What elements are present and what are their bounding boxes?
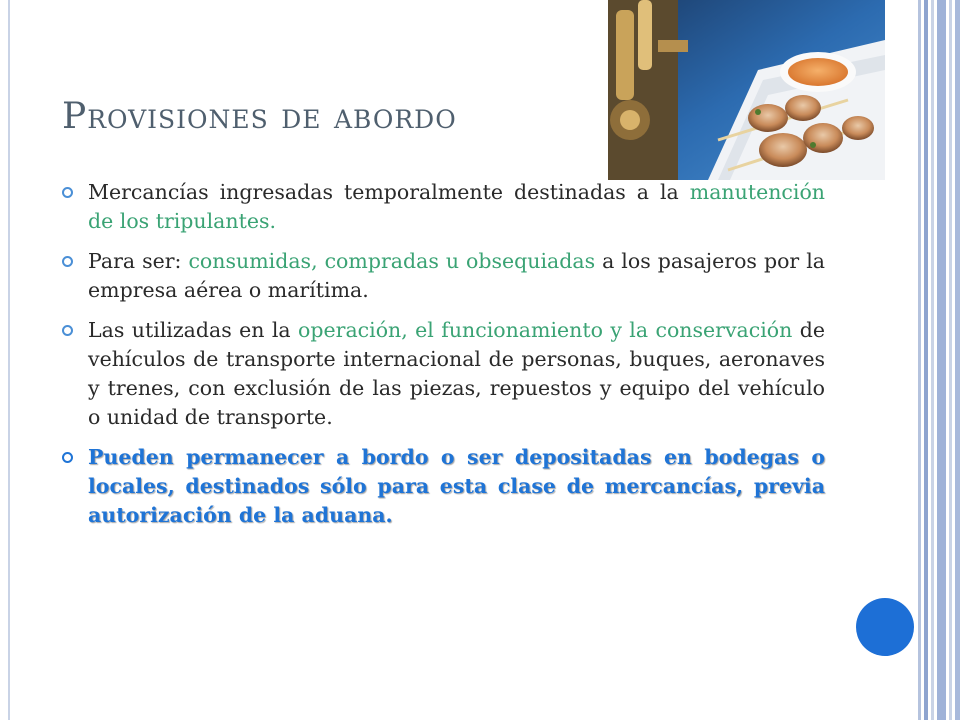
bullet-list — [62, 178, 825, 541]
bullet-ring-icon — [62, 452, 73, 463]
bullet-text-highlight: manutención de los tripulantes. — [88, 180, 825, 233]
bullet-text: Mercancías ingresadas temporalmente destinadas a la — [88, 180, 690, 204]
bullet-text: a los pasajeros por la empresa aérea o marítima. — [88, 249, 825, 302]
bullet-text-highlight: operación, el funcionamiento y la conservación — [298, 318, 793, 342]
bullet-text: Para ser: — [88, 249, 189, 273]
bullet-ring-icon — [62, 187, 73, 198]
bullet-text-highlight: consumidas, compradas u obsequiadas — [188, 249, 596, 273]
bullet-item-emphasis — [62, 443, 825, 530]
bullet-item — [62, 316, 825, 432]
right-stripe — [924, 0, 928, 720]
bullet-text: Pueden permanecer a bordo o ser depositadas en bodegas o locales, destinados sólo para esta clase de mercancías, previa autorización de la aduana. — [88, 445, 825, 527]
right-stripe — [949, 0, 952, 720]
bullet-ring-icon — [62, 256, 73, 267]
right-stripe — [937, 0, 946, 720]
right-stripe — [918, 0, 921, 720]
accent-circle — [856, 598, 914, 656]
food-skewers-photo — [608, 0, 885, 180]
right-stripe — [955, 0, 960, 720]
left-frame-line — [8, 0, 10, 720]
bullet-item — [62, 178, 825, 236]
slide-title: Provisiones de abordo — [62, 96, 457, 137]
bullet-text: Las utilizadas en la — [88, 318, 299, 342]
bullet-text: de vehículos de transporte internacional de personas, buques, aeronaves y trenes, con exclusión de las piezas, repuestos y equipo del vehículo o unidad de transporte. — [88, 318, 825, 429]
right-stripe — [931, 0, 934, 720]
bullet-item — [62, 247, 825, 305]
bullet-ring-icon — [62, 325, 73, 336]
